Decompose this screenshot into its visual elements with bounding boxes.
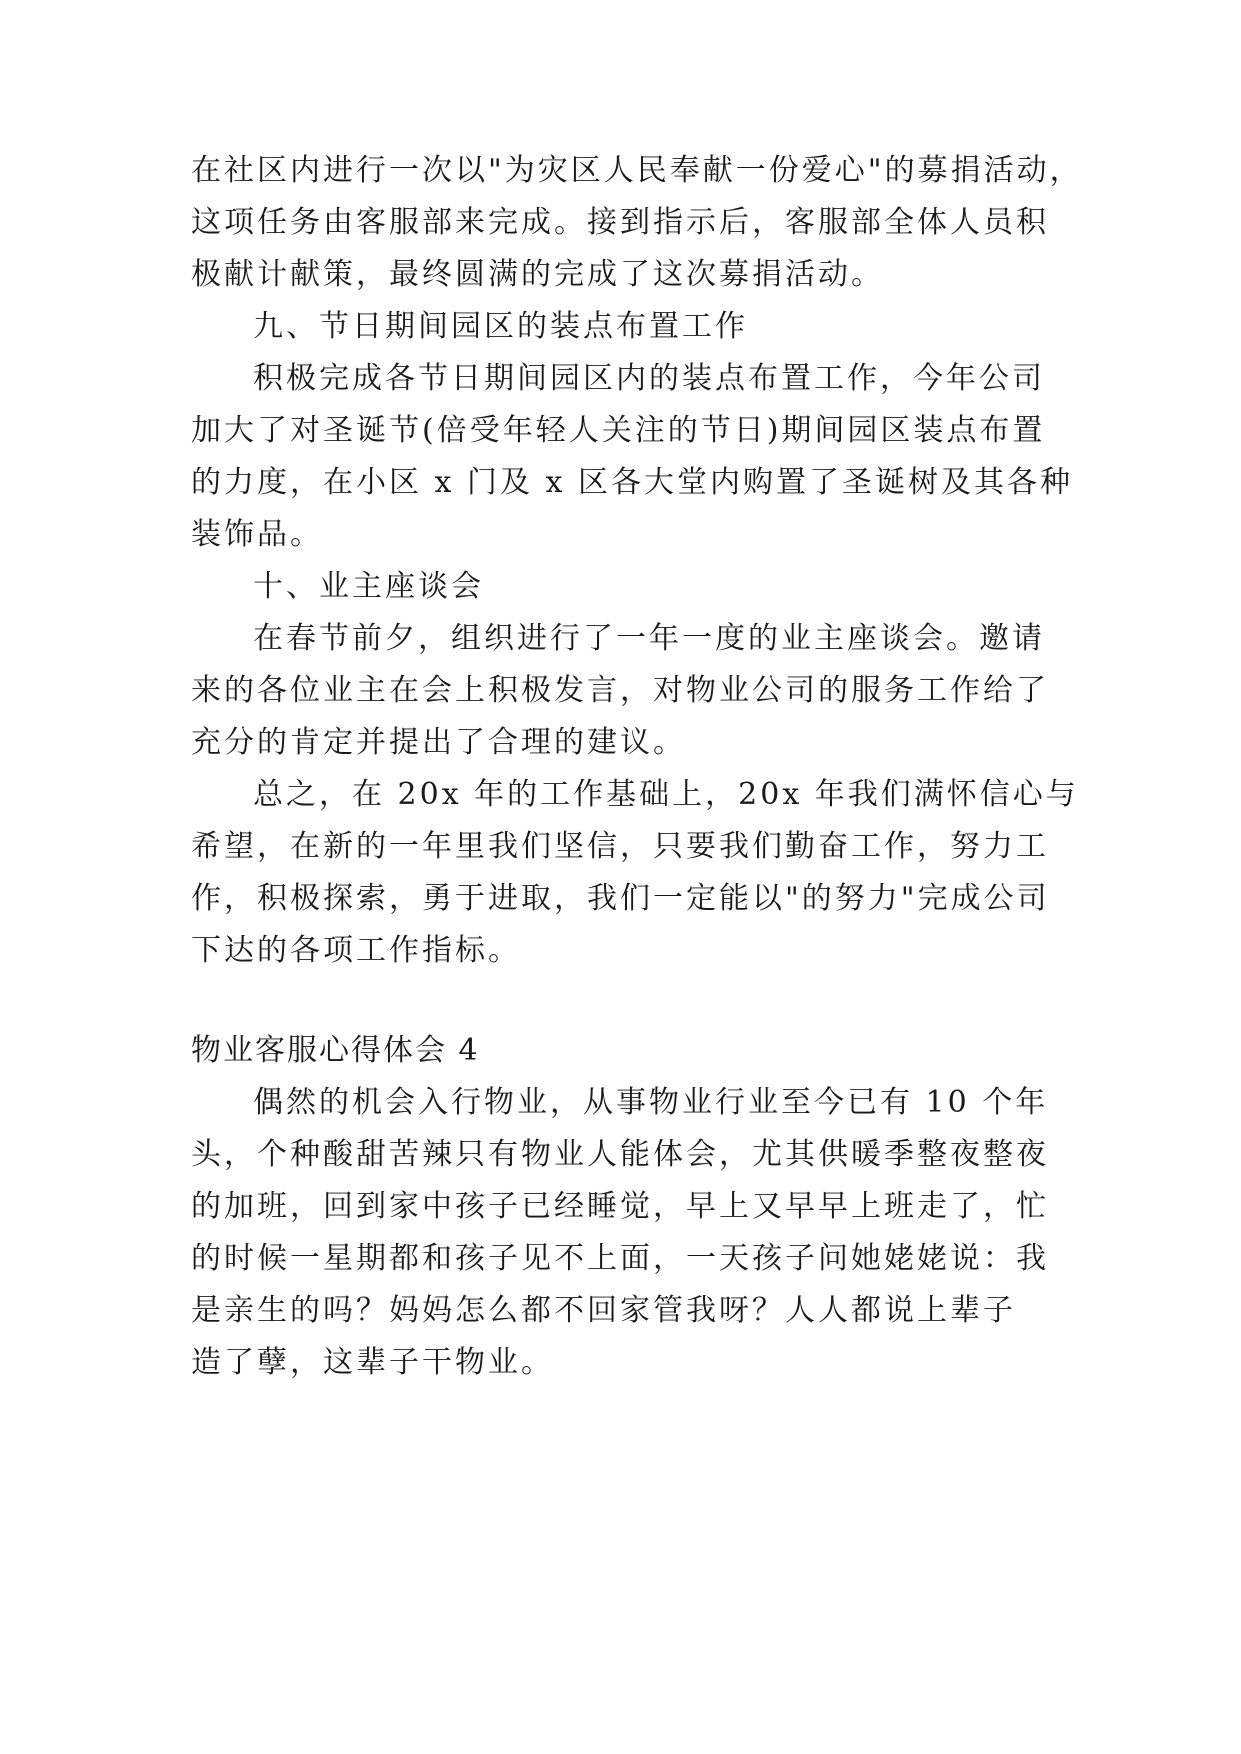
paragraph-line: 偶然的机会入行物业，从事物业行业至今已有 10 个年 <box>253 1085 1049 1120</box>
paragraph-line: 来的各位业主在会上积极发言，对物业公司的服务工作给了 <box>191 673 1049 708</box>
paragraph-line: 的力度，在小区 x 门及 x 区各大堂内购置了圣诞树及其各种 <box>191 465 1073 500</box>
paragraph-line: 希望，在新的一年里我们坚信，只要我们勤奋工作，努力工 <box>191 829 1049 864</box>
paragraph-line: 头，个种酸甜苦辣只有物业人能体会，尤其供暖季整夜整夜 <box>191 1137 1049 1172</box>
paragraph-line: 的时候一星期都和孩子见不上面，一天孩子问她姥姥说：我 <box>191 1241 1049 1276</box>
paragraph-line: 充分的肯定并提出了合理的建议。 <box>191 725 686 760</box>
paragraph-line: 下达的各项工作指标。 <box>191 933 521 968</box>
paragraph-line: 是亲生的吗？妈妈怎么都不回家管我呀？人人都说上辈子 <box>191 1293 1016 1328</box>
paragraph-line: 造了孽，这辈子干物业。 <box>191 1345 554 1380</box>
paragraph-line: 极献计献策，最终圆满的完成了这次募捐活动。 <box>191 257 884 292</box>
paragraph-line: 装饰品。 <box>191 517 323 552</box>
section-heading: 十、业主座谈会 <box>253 569 484 604</box>
section-heading: 九、节日期间园区的装点布置工作 <box>253 309 748 344</box>
paragraph-line: 加大了对圣诞节(倍受年轻人关注的节日)期间园区装点布置 <box>191 413 1046 448</box>
paragraph-line: 在社区内进行一次以"为灾区人民奉献一份爱心"的募捐活动， <box>191 153 1083 188</box>
article-title: 物业客服心得体会 4 <box>191 1033 480 1068</box>
paragraph-line: 在春节前夕，组织进行了一年一度的业主座谈会。邀请 <box>253 621 1045 656</box>
paragraph-line: 总之，在 20x 年的工作基础上，20x 年我们满怀信心与 <box>253 777 1079 812</box>
paragraph-line: 的加班，回到家中孩子已经睡觉，早上又早早上班走了，忙 <box>191 1189 1049 1224</box>
paragraph-line: 积极完成各节日期间园区内的装点布置工作，今年公司 <box>253 361 1045 396</box>
paragraph-line: 作，积极探索，勇于进取，我们一定能以"的努力"完成公司 <box>191 881 1050 916</box>
paragraph-line: 这项任务由客服部来完成。接到指示后，客服部全体人员积 <box>191 205 1049 240</box>
